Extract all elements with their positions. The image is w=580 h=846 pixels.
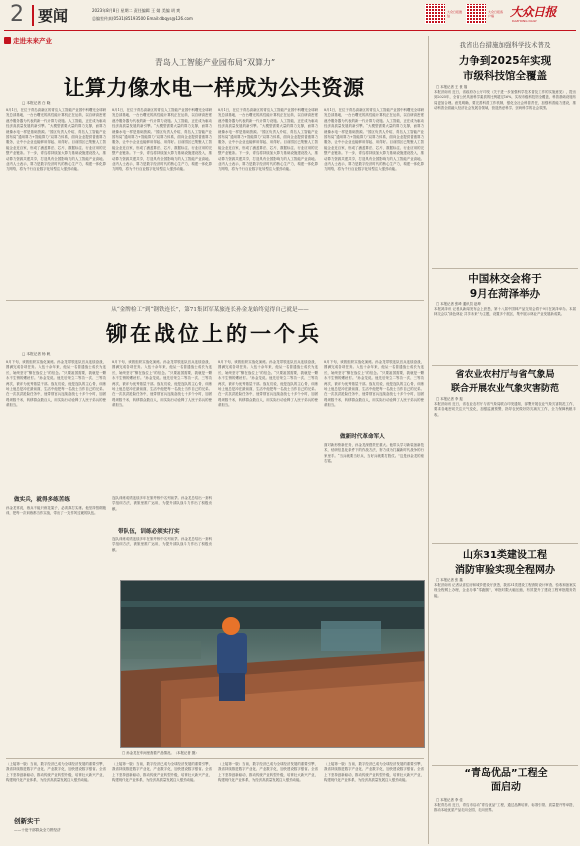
article1-headline: 让算力像水电一样成为公共资源	[63, 76, 365, 100]
article2-subhead3: 做新时代革命军人	[340, 434, 385, 440]
right3-byline: □ 本报记者 李 振	[436, 397, 463, 401]
article3-col4: （上接第一版）当前，数字经济已成为全球经济发展的重要引擎，我省持续推进数字产业化、产业数字化，加快建设数字强省。全省上下坚持创新驱动，推动传统产业转型升级，培育壮大新兴产业，构建现代化产业体系，为经济高质量发展注入强劲动能。	[324, 762, 424, 783]
article3-col3: （上接第一版）当前，数字经济已成为全球经济发展的重要引擎，我省持续推进数字产业化、产业数字化，加快建设数字强省。全省上下坚持创新驱动，推动传统产业转型升级，培育壮大新兴产业，构建现代化产业体系，为经济高质量发展注入强劲动能。	[218, 762, 318, 783]
article1-divider	[6, 300, 424, 301]
article3-subhead: 创新实干	[14, 817, 40, 825]
banner-label: 走进未来产业	[13, 37, 52, 45]
article2-byline: □ 本报记者 杨 帆	[22, 352, 51, 356]
article2-col2: 8月下旬，该旅组织实战化演练。孙金龙带领连队官兵连续奋战，圆满完成各项任务。入伍十余年来，他从一名普通战士成长为连长，始终坚守“铆在战位上”的信念。“只要祖国需要，我就是一颗永不生锈的螺丝钉。”孙金龙说。他先后荣立二等功一次、三等功两次，被评为优秀基层干部。战友们说，他是连队的主心骨，训练场上他总是冲在最前面，生活中他把每一名战士当作自己的兄弟。在一次抗洪抢险任务中，他带领官兵连续奋战七十多个小时，加固堤坝数千米，转移群众数百人，用实际行动诠释了人民子弟兵的使命担当。	[112, 360, 212, 408]
qr-caption-app: 大众日报客户端	[488, 10, 504, 18]
right2-headline-line2: 9月在菏泽举办	[469, 288, 541, 300]
right5-byline: □ 本报记者 李 佳	[436, 798, 463, 802]
article3-subline: ——十论干部群众全力拼经济	[14, 828, 61, 832]
section-title: 要闻	[32, 5, 68, 26]
right1-kicker: 我省出台措施加强科学技术普及	[459, 41, 551, 49]
brand-english: DAZHONG DAILY	[512, 19, 537, 23]
date-line: 2023年8月8日 星期二 责任编辑 王 婧 美编 胡 爽	[92, 8, 181, 13]
right3-headline-line1: 省农业农村厅与省气象局	[455, 370, 555, 380]
photo-illustration	[121, 581, 425, 748]
article2-kicker: 从“金牌检工”到“钢铁连长”，第71集团军某旅连长孙金龙始终觉得自己就是——	[111, 307, 309, 313]
page-number: 2	[10, 2, 24, 27]
article2-headline: 铆在战位上的一个兵	[106, 322, 322, 346]
photo-divider	[6, 758, 424, 759]
right4-headline-line1: 山东31类建设工程	[463, 550, 547, 561]
contact-line: 总编室传真(0531)85193500 Email:dbqys@126.com	[92, 16, 193, 21]
qr-caption-wechat: 大众日报微信	[447, 10, 463, 18]
article1-col1: 8月1日，在位于青岛高新区的青岛人工智能产业园中科曙光全球研发总部基地，一台台曙光的高性能计算机正在运转，以自研高密度液冷服务器为代表的新一代计算力设施。人工智能，正在成为驱动经济高质量发展的新引擎。“大模型需要大量的算力支撑，而算力就像水电一样是基础资源。”园区负责人介绍，青岛人工智能产业园布局“通用算力+智能算力”双算力体系，面向企业提供普惠算力服务，让中小企业也能够用得起、用得好。目前园区已集聚人工智能企业近百家，形成了涵盖算法、芯片、数据标注、行业应用的完整产业链条。下一步，青岛将持续加大算力基础设施建设投入，推动算力资源共建共享，打造具有全国影响力的人工智能产业高地。业内人士表示，算力是数字经济时代的核心生产力，构建一体化算力网络，将为千行百业数字化转型注入强劲动能。	[6, 108, 106, 172]
right2-divider	[432, 365, 578, 366]
qr-code-app	[466, 4, 486, 24]
photo-caption: □ 孙金龙在车间里查看产品情况。（本报记者 摄）	[122, 751, 199, 755]
masthead-divider	[4, 30, 576, 31]
right3-body: 本报济南讯 近日，省农业农村厅与省气象局联合印发通知，部署开展农业气象灾害防范工作，要求各地密切关注天气变化，加强监测预警，指导农民做好防灾减灾工作，全力保障秋粮丰收。	[434, 402, 576, 417]
right4-headline-line2: 消防审验实现全程网办	[455, 565, 555, 576]
right4-divider	[432, 765, 578, 766]
right5-headline: “青岛优品”工程全面启动	[464, 768, 548, 793]
right2-byline: □ 本报记者 张琦 通讯员 赵坤	[436, 302, 481, 306]
right2-body: 本报菏泽讯 记者从新闻发布会上获悉，第十八届中国林产品交易会将于9月在菏泽举办。本届林交会以“绿色林业 共享未来”为主题，设置多个展区，集中展示林业产业发展新成果。	[434, 307, 576, 317]
article2-col1b: 孙金龙常说，练兵不能只练花架子，必须真打实练。他坚持按纲施训，把每一次训练都当作实战，带出了一支作风过硬的队伍。	[6, 506, 106, 516]
factory-photo	[120, 580, 425, 748]
article2-col4b: 面对新形势新任务，孙金龙深感责任重大。他带头学习新装备新技术，钻研信息化条件下的作战方法，努力成为打赢新时代战争的行家里手。“当兵就要当好兵，当好兵就要打胜仗。”这是孙金龙的座右铭。	[324, 443, 424, 464]
column-divider-main	[428, 36, 429, 844]
right3-headline-line2: 联合开展农业气象灾害防范	[450, 384, 559, 394]
right3-divider	[432, 543, 578, 544]
right1-divider	[432, 268, 578, 269]
article1-col2: 8月1日，在位于青岛高新区的青岛人工智能产业园中科曙光全球研发总部基地，一台台曙光的高性能计算机正在运转，以自研高密度液冷服务器为代表的新一代计算力设施。人工智能，正在成为驱动经济高质量发展的新引擎。“大模型需要大量的算力支撑，而算力就像水电一样是基础资源。”园区负责人介绍，青岛人工智能产业园布局“通用算力+智能算力”双算力体系，面向企业提供普惠算力服务，让中小企业也能够用得起、用得好。目前园区已集聚人工智能企业近百家，形成了涵盖算法、芯片、数据标注、行业应用的完整产业链条。下一步，青岛将持续加大算力基础设施建设投入，推动算力资源共建共享，打造具有全国影响力的人工智能产业高地。业内人士表示，算力是数字经济时代的核心生产力，构建一体化算力网络，将为千行百业数字化转型注入强劲动能。	[112, 108, 212, 172]
banner-bar	[4, 36, 86, 46]
right4-body: 本报济南讯 记者从省住房和城乡建设厅获悉，我省31类建设工程消防设计审查、验收和备案实现全程网上办理，企业办事“零跑腿”，审批时限大幅压缩，有效提升了建设工程审批服务效能。	[434, 583, 576, 598]
brand-logo: 大众日报	[510, 5, 557, 19]
article1-byline: □ 本报记者 白 晓	[22, 101, 51, 105]
right4-byline: □ 本报记者 张 鑫	[436, 578, 463, 582]
masthead	[0, 0, 580, 34]
article2-col3: 8月下旬，该旅组织实战化演练。孙金龙带领连队官兵连续奋战，圆满完成各项任务。入伍十余年来，他从一名普通战士成长为连长，始终坚守“铆在战位上”的信念。“只要祖国需要，我就是一颗永不生锈的螺丝钉。”孙金龙说。他先后荣立二等功一次、三等功两次，被评为优秀基层干部。战友们说，他是连队的主心骨，训练场上他总是冲在最前面，生活中他把每一名战士当作自己的兄弟。在一次抗洪抢险任务中，他带领官兵连续奋战七十多个小时，加固堤坝数千米，转移群众数百人，用实际行动诠释了人民子弟兵的使命担当。	[218, 360, 318, 408]
article2-col2b: 连队训练成绩连续多年在旅考核中名列前茅。孙金龙总结出一套科学组训方法，被旅里推广运用，为提升部队战斗力作出了积极贡献。	[112, 496, 212, 511]
article1-col3: 8月1日，在位于青岛高新区的青岛人工智能产业园中科曙光全球研发总部基地，一台台曙光的高性能计算机正在运转，以自研高密度液冷服务器为代表的新一代计算力设施。人工智能，正在成为驱动经济高质量发展的新引擎。“大模型需要大量的算力支撑，而算力就像水电一样是基础资源。”园区负责人介绍，青岛人工智能产业园布局“通用算力+智能算力”双算力体系，面向企业提供普惠算力服务，让中小企业也能够用得起、用得好。目前园区已集聚人工智能企业近百家，形成了涵盖算法、芯片、数据标注、行业应用的完整产业链条。下一步，青岛将持续加大算力基础设施建设投入，推动算力资源共建共享，打造具有全国影响力的人工智能产业高地。业内人士表示，算力是数字经济时代的核心生产力，构建一体化算力网络，将为千行百业数字化转型注入强劲动能。	[218, 108, 318, 172]
banner-icon	[4, 37, 11, 44]
right1-body: 本报济南讯 近日，省政府办公厅印发《关于进一步加强科学技术普及工作的实施意见》，提出到2025年，全省公民具备科学素质的比例超过16%，实现市级科技馆全覆盖，科普基础设施布局更加合理。意见明确，要完善科普工作机制，强化全社会科普责任，加强科普能力建设，推动科普全面融入经济社会发展各领域，营造热爱科学、崇尚科学的社会氛围。	[434, 90, 576, 111]
article1-col4: 8月1日，在位于青岛高新区的青岛人工智能产业园中科曙光全球研发总部基地，一台台曙光的高性能计算机正在运转，以自研高密度液冷服务器为代表的新一代计算力设施。人工智能，正在成为驱动经济高质量发展的新引擎。“大模型需要大量的算力支撑，而算力就像水电一样是基础资源。”园区负责人介绍，青岛人工智能产业园布局“通用算力+智能算力”双算力体系，面向企业提供普惠算力服务，让中小企业也能够用得起、用得好。目前园区已集聚人工智能企业近百家，形成了涵盖算法、芯片、数据标注、行业应用的完整产业链条。下一步，青岛将持续加大算力基础设施建设投入，推动算力资源共建共享，打造具有全国影响力的人工智能产业高地。业内人士表示，算力是数字经济时代的核心生产力，构建一体化算力网络，将为千行百业数字化转型注入强劲动能。	[324, 108, 424, 172]
article1-kicker: 青岛人工智能产业园布局“双算力”	[154, 58, 276, 67]
article3-col2: （上接第一版）当前，数字经济已成为全球经济发展的重要引擎，我省持续推进数字产业化、产业数字化，加快建设数字强省。全省上下坚持创新驱动，推动传统产业转型升级，培育壮大新兴产业，构建现代化产业体系，为经济高质量发展注入强劲动能。	[112, 762, 212, 783]
article2-col1: 8月下旬，该旅组织实战化演练。孙金龙带领连队官兵连续奋战，圆满完成各项任务。入伍十余年来，他从一名普通战士成长为连长，始终坚守“铆在战位上”的信念。“只要祖国需要，我就是一颗永不生锈的螺丝钉。”孙金龙说。他先后荣立二等功一次、三等功两次，被评为优秀基层干部。战友们说，他是连队的主心骨，训练场上他总是冲在最前面，生活中他把每一名战士当作自己的兄弟。在一次抗洪抢险任务中，他带领官兵连续奋战七十多个小时，加固堤坝数千米，转移群众数百人，用实际行动诠释了人民子弟兵的使命担当。	[6, 360, 106, 408]
article2-col4: 8月下旬，该旅组织实战化演练。孙金龙带领连队官兵连续奋战，圆满完成各项任务。入伍十余年来，他从一名普通战士成长为连长，始终坚守“铆在战位上”的信念。“只要祖国需要，我就是一颗永不生锈的螺丝钉。”孙金龙说。他先后荣立二等功一次、三等功两次，被评为优秀基层干部。战友们说，他是连队的主心骨，训练场上他总是冲在最前面，生活中他把每一名战士当作自己的兄弟。在一次抗洪抢险任务中，他带领官兵连续奋战七十多个小时，加固堤坝数千米，转移群众数百人，用实际行动诠释了人民子弟兵的使命担当。	[324, 360, 424, 408]
right2-headline-line1: 中国林交会将于	[468, 273, 542, 285]
right1-headline-line1: 力争到2025年实现	[458, 55, 552, 67]
right1-byline: □ 本报记者 王 世 翔	[436, 85, 468, 89]
article3-col1: （上接第一版）当前，数字经济已成为全球经济发展的重要引擎，我省持续推进数字产业化、产业数字化，加快建设数字强省。全省上下坚持创新驱动，推动传统产业转型升级，培育壮大新兴产业，构建现代化产业体系，为经济高质量发展注入强劲动能。	[6, 762, 106, 783]
qr-code-wechat	[425, 4, 445, 24]
article2-subhead1: 做实兵，就得多练苦练	[14, 497, 70, 503]
article2-subhead2: 带队伍，训练必须实打实	[118, 529, 180, 535]
article2-col2c: 连队训练成绩连续多年在旅考核中名列前茅。孙金龙总结出一套科学组训方法，被旅里推广运用，为提升部队战斗力作出了积极贡献。	[112, 537, 212, 552]
right1-headline-line2: 市级科技馆全覆盖	[463, 70, 547, 82]
right5-body: 本报青岛讯 近日，青岛市启动“青岛优品”工程，通过品牌培育、标准引领、质量提升等举措，推动本地优质产品走向全国、走向世界。	[434, 803, 576, 813]
